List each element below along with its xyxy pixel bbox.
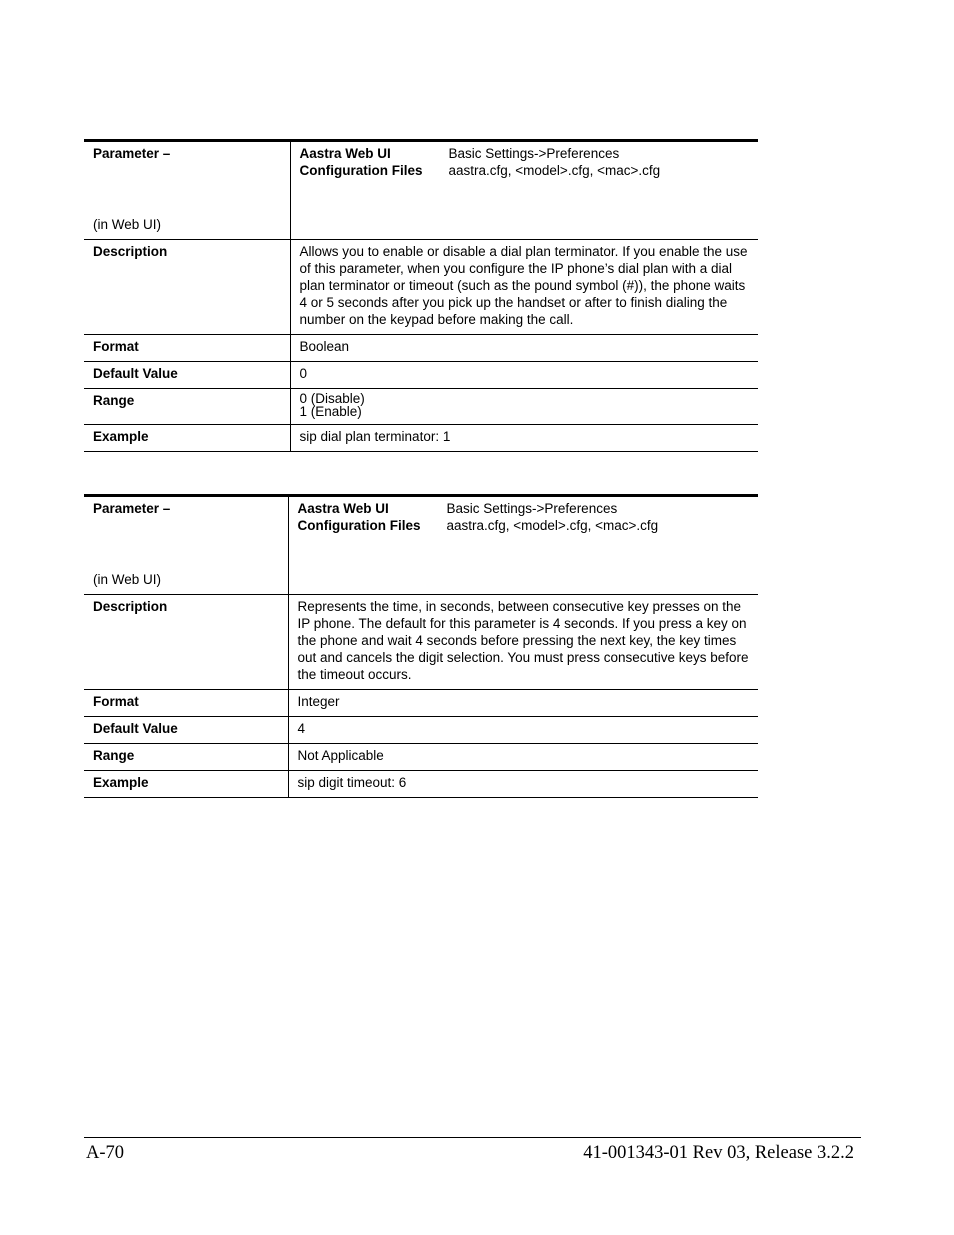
parameter-row: [84, 141, 758, 240]
format-row: [84, 335, 758, 362]
range-value: [290, 389, 758, 425]
in-web-ui-label: (in Web UI): [93, 572, 162, 587]
config-files-line: [298, 517, 750, 534]
format-value: Boolean: [290, 335, 758, 362]
range-label: Range: [84, 744, 288, 771]
example-value: sip digit timeout: 6: [288, 771, 758, 798]
web-ui-key: Aastra Web UI: [299, 146, 391, 161]
parameter-label-cell: [84, 141, 290, 240]
range-row: [84, 389, 758, 425]
description-text: Allows you to enable or disable a dial plan terminator. If you enable the use of this parameter, when you configure the IP phone’s dial plan with a dial plan terminator or timeout (such as the pound symbol (#)), the phone waits 4 or 5 seconds after you pick up the handset or after to finish dialing the number on the keypad before making the call.: [290, 240, 758, 335]
example-value: sip dial plan terminator: 1: [290, 425, 758, 452]
description-label: Description: [84, 595, 288, 690]
example-row: [84, 425, 758, 452]
example-label: Example: [84, 771, 288, 798]
web-ui-value: Basic Settings->Preferences: [446, 501, 618, 516]
page-number: A-70: [86, 1143, 125, 1163]
description-label: Description: [84, 240, 290, 335]
range-label: Range: [84, 389, 290, 425]
config-files-line: [300, 162, 750, 179]
range-line: 1 (Enable): [299, 404, 362, 419]
range-row: [84, 744, 758, 771]
description-row: [84, 240, 758, 335]
format-row: [84, 690, 758, 717]
parameter-label: Parameter –: [93, 501, 171, 516]
document-id: 41-001343-01 Rev 03, Release 3.2.2: [583, 1143, 854, 1163]
format-label: Format: [84, 690, 288, 717]
format-value: Integer: [288, 690, 758, 717]
default-value-label: Default Value: [84, 362, 290, 389]
footer-divider: [84, 1137, 861, 1138]
web-ui-line: [298, 500, 750, 517]
default-value: 0: [290, 362, 758, 389]
default-value-label: Default Value: [84, 717, 288, 744]
default-value-row: [84, 362, 758, 389]
parameter-table-dial-plan-terminator: [84, 139, 758, 452]
description-text: Represents the time, in seconds, between consecutive key presses on the IP phone. The default for this parameter is 4 seconds. If you press a key on the phone and wait 4 seconds before pressing the next key, the key times out and cancels the digit selection. You must press consecutive keys before the timeout occurs.: [288, 595, 758, 690]
parameter-value-cell: [288, 496, 758, 595]
config-files-key: Configuration Files: [299, 163, 423, 178]
config-files-value: aastra.cfg, <model>.cfg, <mac>.cfg: [446, 518, 659, 533]
parameter-label: Parameter –: [93, 146, 171, 161]
default-value: 4: [288, 717, 758, 744]
parameter-row: [84, 496, 758, 595]
example-label: Example: [84, 425, 290, 452]
parameter-value-cell: [290, 141, 758, 240]
config-files-key: Configuration Files: [297, 518, 421, 533]
format-label: Format: [84, 335, 290, 362]
range-value: Not Applicable: [288, 744, 758, 771]
parameter-table-digit-timeout: [84, 494, 758, 798]
description-row: [84, 595, 758, 690]
range-line: 0 (Disable): [299, 391, 365, 406]
web-ui-value: Basic Settings->Preferences: [448, 146, 620, 161]
config-files-value: aastra.cfg, <model>.cfg, <mac>.cfg: [448, 163, 661, 178]
default-value-row: [84, 717, 758, 744]
in-web-ui-label: (in Web UI): [93, 217, 162, 232]
web-ui-line: [300, 145, 750, 162]
example-row: [84, 771, 758, 798]
web-ui-key: Aastra Web UI: [297, 501, 389, 516]
parameter-label-cell: [84, 496, 288, 595]
